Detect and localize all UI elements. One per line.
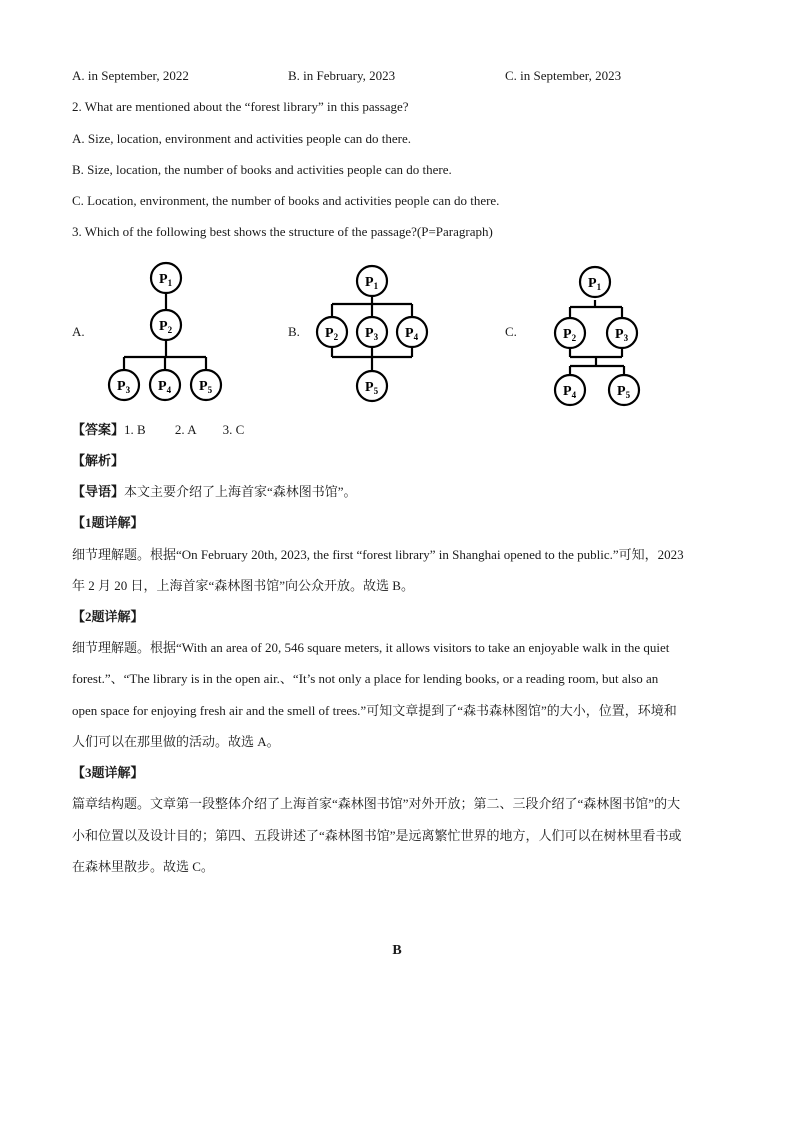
- q1-option-b: B. in February, 2023: [288, 68, 396, 83]
- svg-text:P3: $P_3$: [365, 326, 379, 342]
- svg-text:P1: $P_1$: [588, 276, 602, 292]
- svg-text:P2: $P_2$: [325, 326, 339, 342]
- analysis-label: 【解析】: [72, 453, 125, 468]
- svg-text:P5: $P_5$: [365, 380, 379, 396]
- svg-text:P5: $P_5$: [199, 379, 213, 395]
- svg-text:P4: $P_4$: [563, 384, 577, 400]
- detail3-label: 【3题详解】: [72, 765, 144, 780]
- detail1-line2: 年 2 月 20 日，上海首家“森林图书馆”向公众开放。故选 B。: [72, 578, 414, 593]
- svg-text:P2: $P_2$: [563, 327, 577, 343]
- structure-diagram-c: [545, 262, 650, 412]
- svg-text:P3: $P_3$: [117, 379, 131, 395]
- q1-option-a: A. in September, 2022: [72, 68, 189, 83]
- q2-stem: 2. What are mentioned about the “forest library” in this passage?: [72, 99, 409, 114]
- guide-label: 【导语】: [72, 484, 125, 499]
- svg-text:P3: $P_3$: [615, 327, 629, 343]
- guide-text: 本文主要介绍了上海首家“森林图书馆”。: [124, 484, 357, 499]
- detail2-line4: 人们可以在那里做的活动。故选 A。: [72, 734, 280, 749]
- detail3-line2: 小和位置以及设计目的；第四、五段讲述了“森林图书馆”是远离繁忙世界的地方，人们可以在树林里看书或: [72, 828, 682, 843]
- detail3-line1: 篇章结构题。文章第一段整体介绍了上海首家“森林图书馆”对外开放；第二、三段介绍了“森林图书馆”的大: [72, 796, 681, 811]
- detail2-label: 【2题详解】: [72, 609, 144, 624]
- answer-values: 1. B 2. A 3. C: [124, 422, 245, 437]
- answer-line: [72, 421, 244, 439]
- q3-option-b-label: B.: [288, 324, 300, 339]
- svg-text:P5: $P_5$: [617, 384, 631, 400]
- svg-text:P4: $P_4$: [405, 326, 419, 342]
- q1-option-c: C. in September, 2023: [505, 68, 622, 83]
- q3-option-a-label: A.: [72, 324, 85, 339]
- q3-stem: 3. Which of the following best shows the structure of the passage?(P=Paragraph): [72, 224, 493, 239]
- section-b-heading: B: [392, 943, 402, 958]
- structure-diagram-a: [100, 255, 230, 410]
- detail2-line1: 细节理解题。根据“With an area of 20, 546 square meters, it allows visitors to take an enjoyable walk in the quiet: [72, 640, 670, 655]
- svg-text:P1: $P_1$: [365, 275, 379, 291]
- q2-option-c: C. Location, environment, the number of books and activities people can do there.: [72, 193, 500, 208]
- detail3-line3: 在森林里散步。故选 C。: [72, 859, 214, 874]
- svg-text:P1: $P_1$: [159, 272, 173, 288]
- svg-text:P4: $P_4$: [158, 379, 172, 395]
- detail1-line1: 细节理解题。根据“On February 20th, 2023, the first “forest library” in Shanghai opened to the public.”可知，2023: [72, 547, 684, 562]
- detail1-label: 【1题详解】: [72, 515, 144, 530]
- q2-option-a: A. Size, location, environment and activities people can do there.: [72, 131, 411, 146]
- detail2-line3: open space for enjoying fresh air and the smell of trees.”可知文章提到了“森书森林图馆”的大小，位置，环境和: [72, 703, 677, 718]
- guide-line: [72, 483, 357, 501]
- svg-text:P2: $P_2$: [159, 319, 173, 335]
- detail2-line2: forest.”、“The library is in the open air.、“It’s not only a place for lending books, or a reading room, but also an: [72, 671, 659, 686]
- answer-label: 【答案】: [72, 422, 125, 437]
- structure-diagram-b: [310, 258, 435, 410]
- q2-option-b: B. Size, location, the number of books and activities people can do there.: [72, 162, 452, 177]
- q3-option-c-label: C.: [505, 324, 517, 339]
